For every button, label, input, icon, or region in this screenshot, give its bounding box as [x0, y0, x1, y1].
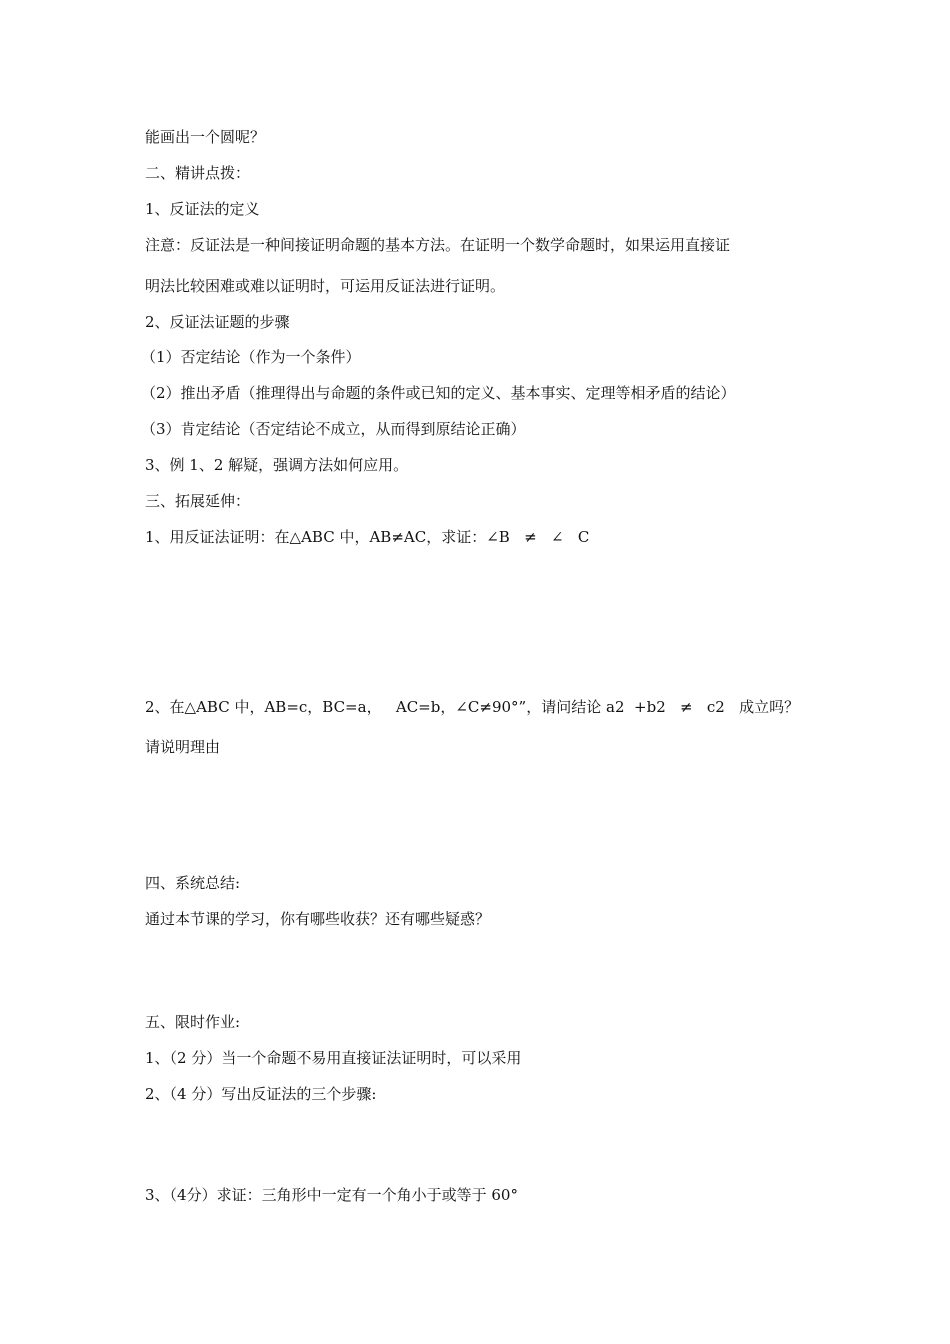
text-line-intro: 能画出一个圆呢？	[145, 128, 266, 146]
homework-2: 2、（4 分）写出反证法的三个步骤:	[145, 1085, 377, 1103]
item-examples: 3、例 1、2 解疑，强调方法如何应用。	[145, 456, 409, 474]
exercise-1: 1、用反证法证明：在△ABC 中，AB≠AC，求证：∠B ≠ ∠ C	[145, 528, 590, 546]
homework-1: 1、（2 分）当一个命题不易用直接证法证明时，可以采用	[145, 1049, 522, 1067]
section-heading-3: 三、拓展延伸：	[145, 492, 251, 510]
homework-3: 3、（4分）求证：三角形中一定有一个角小于或等于 60°	[145, 1186, 518, 1204]
note-paragraph-line1: 注意：反证法是一种间接证明命题的基本方法。在证明一个数学命题时，如果运用直接证	[145, 236, 731, 254]
step-2: （2）推出矛盾（推理得出与命题的条件或已知的定义、基本事实、定理等相矛盾的结论）	[141, 384, 736, 402]
section-heading-4: 四、系统总结:	[145, 874, 241, 892]
exercise-2: 2、在△ABC 中，AB=c，BC=a， AC=b，∠C≠90°”，请问结论 a2 +b2 ≠ c2 成立吗？	[145, 698, 800, 716]
summary-question: 通过本节课的学习，你有哪些收获？还有哪些疑惑？	[145, 910, 491, 928]
exercise-2-continued: 请说明理由	[145, 738, 221, 756]
item-definition: 1、反证法的定义	[145, 200, 260, 218]
step-3: （3）肯定结论（否定结论不成立，从而得到原结论正确）	[141, 420, 526, 438]
step-1: （1）否定结论（作为一个条件）	[141, 348, 361, 366]
section-heading-2: 二、精讲点拨：	[145, 164, 251, 182]
section-heading-5: 五、限时作业:	[145, 1013, 241, 1031]
item-steps: 2、反证法证题的步骤	[145, 313, 290, 331]
note-paragraph-line2: 明法比较困难或难以证明时，可运用反证法进行证明。	[145, 277, 506, 295]
